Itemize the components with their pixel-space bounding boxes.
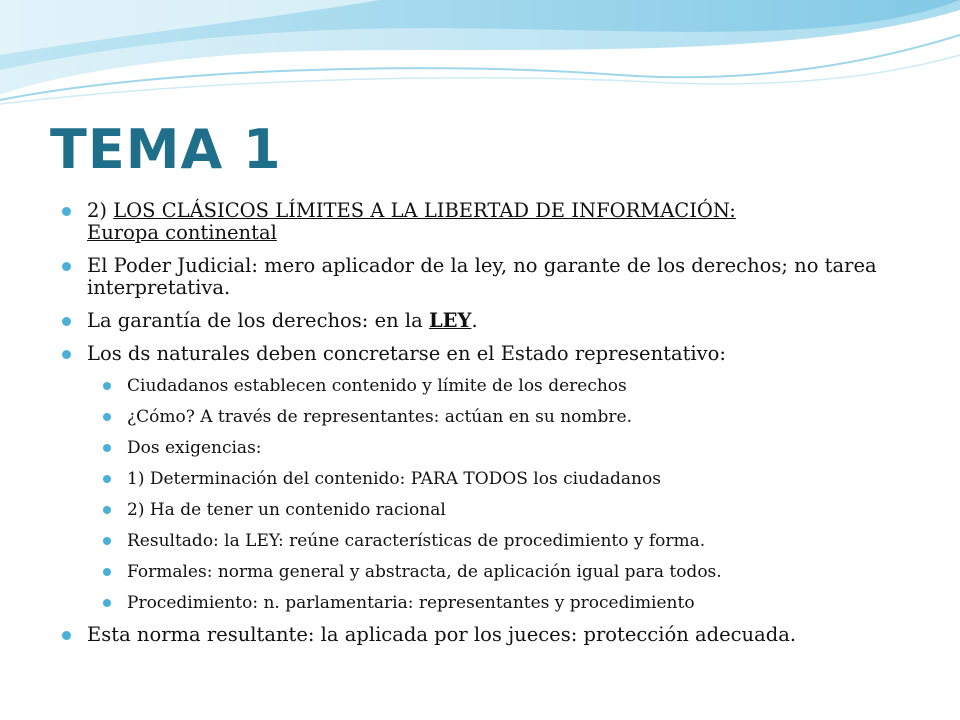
bullet-item [60,310,940,332]
sub-bullet-item: Ciudadanos establecen contenido y límite de los derechos [101,376,940,396]
item-text: La garantía de los derechos: en la [87,309,429,332]
bullet-item [60,200,940,244]
decorative-wave-header [0,0,960,115]
sub-bullet-item: Formales: norma general y abstracta, de aplicación igual para todos. [101,562,940,582]
item-text: El Poder Judicial: mero aplicador de la ley, no garante de los derechos; no tarea interpretativa. [87,254,877,299]
item-text-end: . [471,309,478,332]
item-text: Esta norma resultante: la aplicada por los jueces: protección adecuada. [87,623,797,646]
bullet-list [60,200,940,657]
bullet-item [60,624,940,646]
sub-bullet-item: Procedimiento: n. parlamentaria: representantes y procedimiento [101,593,940,613]
item-number: 2) [87,199,114,222]
item-heading: LOS CLÁSICOS LÍMITES A LA LIBERTAD DE INFORMACIÓN: [113,199,736,222]
sub-bullet-item: 1) Determinación del contenido: PARA TODOS los ciudadanos [101,469,940,489]
sub-bullet-item: 2) Ha de tener un contenido racional [101,500,940,520]
item-text: Los ds naturales deben concretarse en el Estado representativo: [87,342,726,365]
slide-title: TEMA 1 [50,118,282,181]
bullet-item [60,255,940,299]
item-emphasis: LEY [428,309,472,332]
bullet-item [60,343,940,365]
sub-bullet-item: Resultado: la LEY: reúne características de procedimiento y forma. [101,531,940,551]
item-subheading: Europa continental [87,221,277,244]
sub-bullet-item: ¿Cómo? A través de representantes: actúan en su nombre. [101,407,940,427]
sub-bullet-item: Dos exigencias: [101,438,940,458]
